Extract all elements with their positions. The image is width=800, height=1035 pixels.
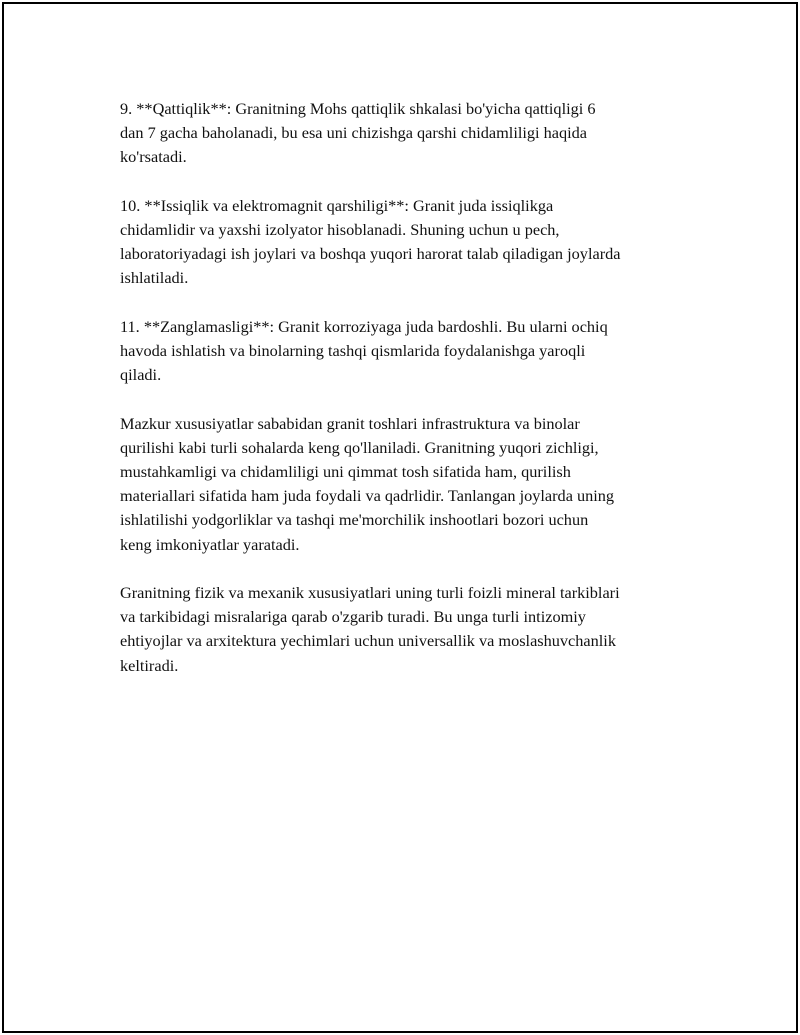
paragraph-heat-resistance: 10. **Issiqlik va elektromagnit qarshiligi**: Granit juda issiqlikga chidamlidir va yaxshi izolyator hisoblanadi. Shuning uchun u pech, laboratoriyadagi ish joylari va boshqa yuqori harorat talab qiladigan joylarda ishlatiladi.	[120, 195, 621, 288]
document-body	[120, 97, 700, 702]
paragraph-hardness: 9. **Qattiqlik**: Granitning Mohs qattiqlik shkalasi bo'yicha qattiqligi 6 dan 7 gacha baholanadi, bu esa uni chizishga qarshi chidamliligi haqida ko'rsatadi.	[120, 99, 596, 167]
paragraph-corrosion-resistance: 11. **Zanglamasligi**: Granit korroziyaga juda bardoshli. Bu ularni ochiq havoda ishlatish va binolarning tashqi qismlarida foydalanishga yaroqli qiladi.	[120, 316, 608, 385]
paragraph-applications: Mazkur xususiyatlar sababidan granit toshlari infrastruktura va binolar qurilishi kabi turli sohalarda keng qo'llaniladi. Granitning yuqori zichligi, mustahkamligi va chidamliligi uni qimmat tosh sifatida ham, qurilish materiallari sifatida ham juda foydali va qadrlidir. Tanlangan joylarda uning ishlatilishi yodgorliklar va tashqi me'morchilik inshootlari bozori uchun keng imkoniyatlar yaratadi.	[120, 413, 615, 554]
page-frame	[2, 2, 798, 1033]
paragraph-conclusion: Granitning fizik va mexanik xususiyatlari uning turli foizli mineral tarkiblari va tarkibidagi misralariga qarab o'zgarib turadi. Bu unga turli intizomiy ehtiyojlar va arxitektura yechimlari uchun universallik va moslashuvchanlik keltiradi.	[120, 583, 620, 675]
